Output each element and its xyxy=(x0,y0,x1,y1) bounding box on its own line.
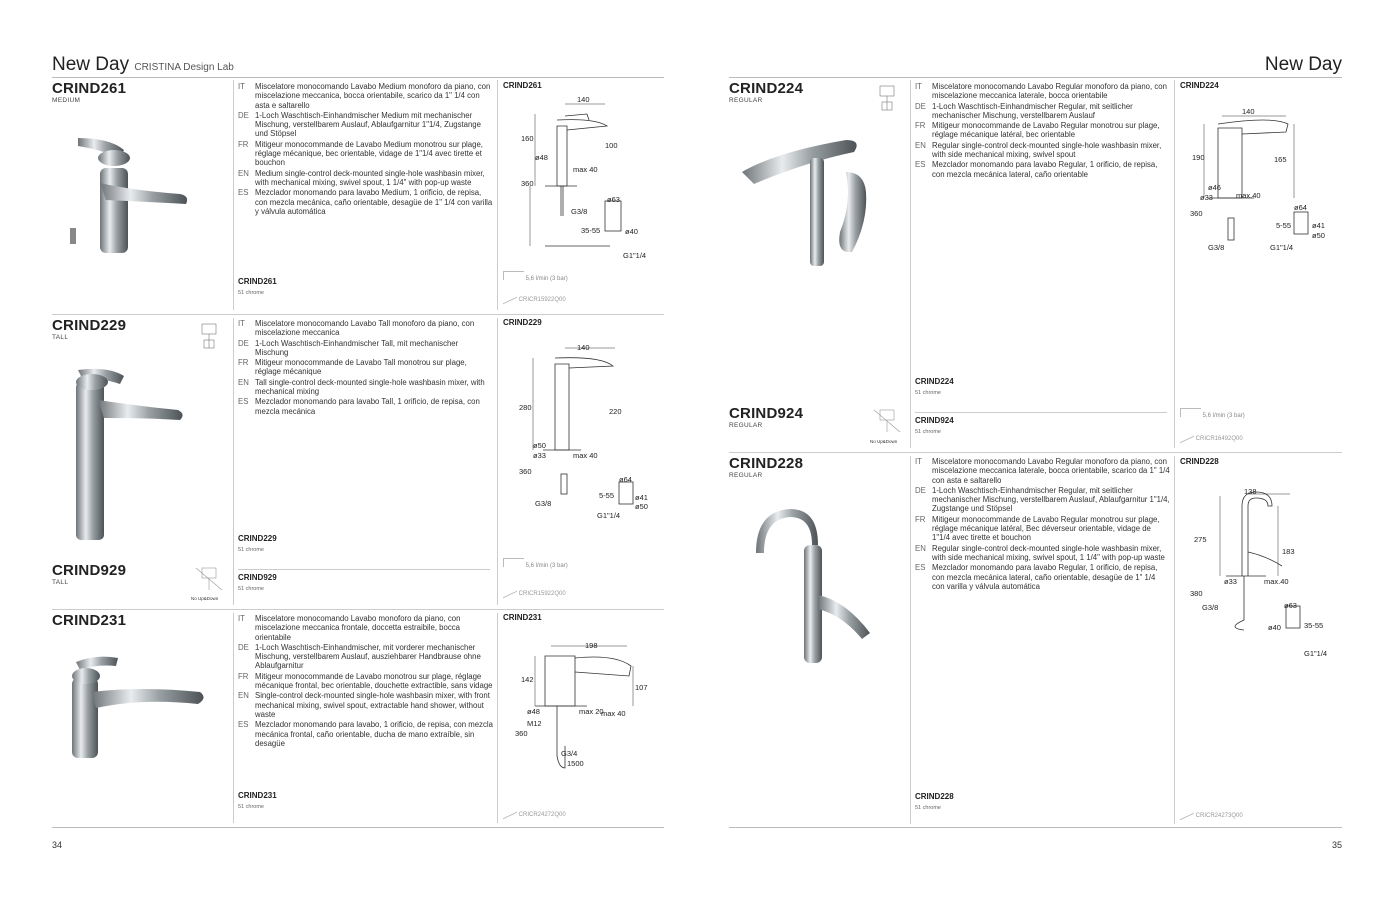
column-divider xyxy=(233,80,234,310)
svg-text:ø33: ø33 xyxy=(1200,193,1213,202)
svg-text:G3/8: G3/8 xyxy=(571,207,588,216)
svg-text:M12: M12 xyxy=(527,719,542,728)
product-block-crind231 xyxy=(52,612,126,629)
svg-text:ø33: ø33 xyxy=(533,451,546,460)
description-crind224: IT Miscelatore monocomando Lavabo Regular monoforo da piano, con miscelazione meccanica laterale, bocca orientabile DE 1-Loch Waschtisch-Einhandmischer Regular, mit seitlicher mechanischer Mischung, verstellbarem Auslauf FR Mitigeur monocommande de Lavabo Regular monotrou sur plage, réglage mécanique latéral, bec orientable EN Regular single-control deck-mounted single-hole washbasin mixer, with side mechanical mixing, swivel spout ES Mezclador monomando para lavabo Regular, 1 orificio, de repisa, con mezcla mecánica lateral, caño orientable xyxy=(915,82,1167,179)
svg-text:ø40: ø40 xyxy=(1268,623,1281,632)
product-variant: TALL xyxy=(52,334,69,341)
description-crind261: IT Miscelatore monocomando Lavabo Medium monoforo da piano, con miscelazione meccanica, bocca orientabile, scarico da 1" 1/4 con asta e saltarello DE 1-Loch Waschtisch-Einhandmischer Medium mit mechanischer Mischung, verstellbarem Auslauf, Ablaufgarnitur 1"1/4, Zugstange und Stöpsel FR Mitigeur monocommande de Lavabo Medium monotrou sur plage, réglage mécanique, bec orientable, vidage de 1"1/4 avec tirette et bouchon EN Medium single-control deck-mounted single-hole washbasin mixer, with mechanical mixing, swivel spout, 1 1/4" with pop-up waste ES Mezclador monomando para lavabo Medium, 1 orificio, de repisa, con mezcla mecánica, caño orientable, desagüe de 1" 1/4 con varilla y válvula automática xyxy=(238,82,493,216)
svg-text:360: 360 xyxy=(521,179,534,188)
cartridge-icon xyxy=(1180,428,1194,444)
product-code: CRIND261 xyxy=(52,80,127,97)
column-divider xyxy=(1174,80,1175,448)
svg-text:G3/8: G3/8 xyxy=(1208,243,1225,252)
svg-text:360: 360 xyxy=(519,467,532,476)
product-block-crind229 xyxy=(52,317,126,341)
svg-text:G3/8: G3/8 xyxy=(1202,603,1219,612)
svg-text:280: 280 xyxy=(519,403,532,412)
column-divider xyxy=(1174,456,1175,824)
product-code: CRIND229 xyxy=(52,317,127,334)
cartridge-icon xyxy=(1180,805,1194,821)
product-variant: REGULAR xyxy=(729,422,763,429)
faucet-photo-crind228 xyxy=(746,505,876,665)
drawing-code: CRIND224 xyxy=(1180,81,1219,90)
svg-text:ø48: ø48 xyxy=(527,707,540,716)
product-code: CRIND224 xyxy=(729,80,804,97)
svg-text:G1"1/4: G1"1/4 xyxy=(1270,243,1294,252)
svg-text:142: 142 xyxy=(521,675,534,684)
cartridge-crind224: CRICR16492Q00 xyxy=(1180,431,1243,442)
svg-text:ø48: ø48 xyxy=(535,153,548,162)
svg-text:5-55: 5-55 xyxy=(1276,221,1292,230)
cartridge-crind231: CRICR24272Q00 xyxy=(503,807,566,818)
product-variant: REGULAR xyxy=(729,472,763,479)
divider xyxy=(52,609,664,610)
flow-icon xyxy=(503,271,524,280)
faucet-photo-crind229 xyxy=(68,362,188,542)
product-variant: REGULAR xyxy=(729,97,763,104)
svg-text:ø46: ø46 xyxy=(1208,183,1221,192)
svg-text:max 40: max 40 xyxy=(601,709,626,718)
technical-drawing-crind228 xyxy=(1186,480,1336,662)
description-crind231: IT Miscelatore monocomando Lavabo monoforo da piano, con miscelazione meccanica frontale, doccetta estraibile, bocca orientabile DE 1-Loch Waschtisch-Einhandmischer, mit vorderer mechanischer Mischung, verstellbarem Auslauf, ausziehbarer Handbrause ohne Ablaufgarnitur FR Mitigeur monocommande de Lavabo monotrou sur plage, réglage mécanique frontal, bec orientable, douchette extractible, sans vidage EN Single-control deck-mounted single-hole washbasin mixer, with front mechanical mixing, swivel spout, extractable hand shower, without waste ES Mezclador monomando para lavabo, 1 orificio, de repisa, con mezcla mecánica frontal, caño orientable, ducha de mano extraíble, sin desagüe xyxy=(238,614,493,748)
svg-text:ø40: ø40 xyxy=(625,227,638,236)
svg-text:ø50: ø50 xyxy=(635,502,648,511)
cartridge-crind261: CRICR15922Q00 xyxy=(503,292,566,303)
svg-text:100: 100 xyxy=(605,141,618,150)
svg-text:360: 360 xyxy=(1190,209,1203,218)
svg-text:ø63: ø63 xyxy=(1284,601,1297,610)
technical-drawing-crind231 xyxy=(505,636,655,776)
divider xyxy=(729,452,1342,453)
product-block-crind924 xyxy=(729,405,803,429)
svg-text:ø64: ø64 xyxy=(619,475,632,484)
product-variant: MEDIUM xyxy=(52,97,81,104)
finish-crind231: CRIND231 51 chrome xyxy=(238,791,277,810)
page-title-left xyxy=(52,54,234,76)
column-divider xyxy=(910,80,911,448)
cartridge-crind229: CRICR15922Q00 xyxy=(503,586,566,597)
faucet-photo-crind224 xyxy=(736,132,886,268)
svg-text:5-55: 5-55 xyxy=(599,491,615,500)
cartridge-icon xyxy=(503,289,517,305)
svg-text:ø50: ø50 xyxy=(1312,231,1325,240)
product-code: CRIND924 xyxy=(729,405,804,422)
header-rule-left xyxy=(52,77,664,78)
svg-text:max.40: max.40 xyxy=(1236,191,1261,200)
cartridge-crind228: CRICR24273Q00 xyxy=(1180,808,1243,819)
page-number-right: 35 xyxy=(1331,840,1342,850)
technical-drawing-crind229 xyxy=(505,340,655,520)
product-block-crind224 xyxy=(729,80,803,104)
column-divider xyxy=(497,613,498,823)
drawing-code: CRIND231 xyxy=(503,613,542,622)
page-number-left: 34 xyxy=(52,840,63,850)
finish-crind228: CRIND228 51 chrome xyxy=(915,792,954,811)
flow-icon xyxy=(1180,408,1201,417)
no-waste-icon xyxy=(188,566,228,596)
waste-icon xyxy=(188,320,228,354)
svg-text:190: 190 xyxy=(1192,153,1205,162)
flow-icon xyxy=(503,558,524,567)
svg-text:G3/4: G3/4 xyxy=(561,749,578,758)
no-waste-label: No Up&Down xyxy=(870,439,898,444)
finish-crind929: CRIND929 51 chrome xyxy=(238,573,277,592)
faucet-photo-crind231 xyxy=(62,648,212,764)
cartridge-icon xyxy=(503,804,517,820)
flow-rate-crind224: 5,6 l/min (3 bar) xyxy=(1180,408,1245,419)
footer-rule-left xyxy=(52,827,664,828)
finish-crind261: CRIND261 51 chrome xyxy=(238,277,277,296)
no-waste-label: No Up&Down xyxy=(191,596,219,601)
finish-crind229: CRIND229 51 chrome xyxy=(238,534,277,553)
svg-text:138: 138 xyxy=(1244,487,1257,496)
svg-text:max.40: max.40 xyxy=(1264,577,1289,586)
design-lab-label: CRISTINA Design Lab xyxy=(134,62,234,73)
svg-text:ø64: ø64 xyxy=(1294,203,1307,212)
svg-text:107: 107 xyxy=(635,683,648,692)
svg-text:max 40: max 40 xyxy=(573,165,598,174)
technical-drawing-crind224 xyxy=(1182,102,1332,256)
svg-text:ø41: ø41 xyxy=(635,493,648,502)
svg-text:183: 183 xyxy=(1282,547,1295,556)
column-divider xyxy=(233,613,234,823)
page-title-right: New Day xyxy=(1264,54,1342,75)
technical-drawing-crind261 xyxy=(505,96,655,264)
svg-text:max 40: max 40 xyxy=(573,451,598,460)
drawing-code: CRIND228 xyxy=(1180,457,1219,466)
svg-text:140: 140 xyxy=(1242,107,1255,116)
product-block-crind261 xyxy=(52,80,126,104)
svg-text:G3/8: G3/8 xyxy=(535,499,552,508)
column-divider xyxy=(497,80,498,310)
divider xyxy=(915,412,1167,413)
svg-text:380: 380 xyxy=(1190,589,1203,598)
description-crind228: IT Miscelatore monocomando Lavabo Regular monoforo da piano, con miscelazione meccanica laterale, bocca orientabile, scarico da 1" 1/4 con asta e saltarello DE 1-Loch Waschtisch-Einhandmischer Regular, mit seitlicher mechanischer Mischung, verstellbarem Auslauf, Ablaufgarnitur 1"1/4, Zugstange und Stöpsel FR Mitigeur monocommande de Lavabo Regular monotrou sur plage, réglage mécanique latéral, Bec déverseur orientable, vidage de 1"1/4 avec tirette et bouchon EN Regular single-control deck-mounted single-hole washbasin mixer, with side mechanical mixing, swivel spout, 1 1/4" with pop-up waste ES Mezclador monomando para lavabo Regular, 1 orificio, de repisa, con mezcla mecánica lateral, caño orientable, desagüe de 1" 1/4 con varilla y válvula automática xyxy=(915,457,1170,591)
svg-text:ø50: ø50 xyxy=(533,441,546,450)
svg-text:140: 140 xyxy=(577,96,590,104)
faucet-photo-crind261 xyxy=(60,128,200,258)
finish-crind224: CRIND224 51 chrome xyxy=(915,377,954,396)
no-waste-icon xyxy=(866,408,906,438)
divider xyxy=(238,569,490,570)
flow-rate-crind229: 5,6 l/min (3 bar) xyxy=(503,558,568,569)
svg-text:35-55: 35-55 xyxy=(581,226,601,235)
svg-text:ø63: ø63 xyxy=(607,195,620,204)
svg-text:165: 165 xyxy=(1274,155,1287,164)
svg-text:ø33: ø33 xyxy=(1224,577,1237,586)
svg-text:160: 160 xyxy=(521,134,534,143)
product-block-crind929 xyxy=(52,562,126,586)
svg-text:198: 198 xyxy=(585,641,598,650)
header-rule-right xyxy=(729,77,1342,78)
product-code: CRIND228 xyxy=(729,455,804,472)
svg-text:ø41: ø41 xyxy=(1312,221,1325,230)
description-crind229: IT Miscelatore monocomando Lavabo Tall monoforo da piano, con miscelazione meccanica DE 1-Loch Waschtisch-Einhandmischer Tall, mit mechanischer Mischung FR Mitigeur monocommande de Lavabo Tall monotrou sur plage, réglage mécanique EN Tall single-control deck-mounted single-hole washbasin mixer, with mechanical mixing ES Mezclador monomando para lavabo Tall, 1 orificio, de repisa, con mezcla mecánica xyxy=(238,319,485,416)
product-code: CRIND929 xyxy=(52,562,127,579)
column-divider xyxy=(233,318,234,605)
finish-crind924: CRIND924 51 chrome xyxy=(915,416,954,435)
svg-text:360: 360 xyxy=(515,729,528,738)
column-divider xyxy=(497,318,498,605)
svg-text:275: 275 xyxy=(1194,535,1207,544)
svg-text:max 20: max 20 xyxy=(579,707,604,716)
svg-text:1500: 1500 xyxy=(567,759,584,768)
divider xyxy=(52,314,664,315)
cartridge-icon xyxy=(503,583,517,599)
series-name: New Day xyxy=(52,54,130,75)
product-block-crind228 xyxy=(729,455,803,479)
drawing-code: CRIND261 xyxy=(503,81,542,90)
svg-text:G1"1/4: G1"1/4 xyxy=(1304,649,1328,658)
waste-icon xyxy=(866,82,906,116)
svg-text:G1"1/4: G1"1/4 xyxy=(623,251,647,260)
svg-text:35-55: 35-55 xyxy=(1304,621,1324,630)
product-variant: TALL xyxy=(52,579,69,586)
footer-rule-right xyxy=(729,827,1342,828)
svg-text:140: 140 xyxy=(577,343,590,352)
drawing-code: CRIND229 xyxy=(503,318,542,327)
svg-text:G1"1/4: G1"1/4 xyxy=(597,511,621,520)
product-code: CRIND231 xyxy=(52,612,127,629)
flow-rate-crind261: 5,6 l/min (3 bar) xyxy=(503,271,568,282)
svg-text:220: 220 xyxy=(609,407,622,416)
column-divider xyxy=(910,456,911,824)
